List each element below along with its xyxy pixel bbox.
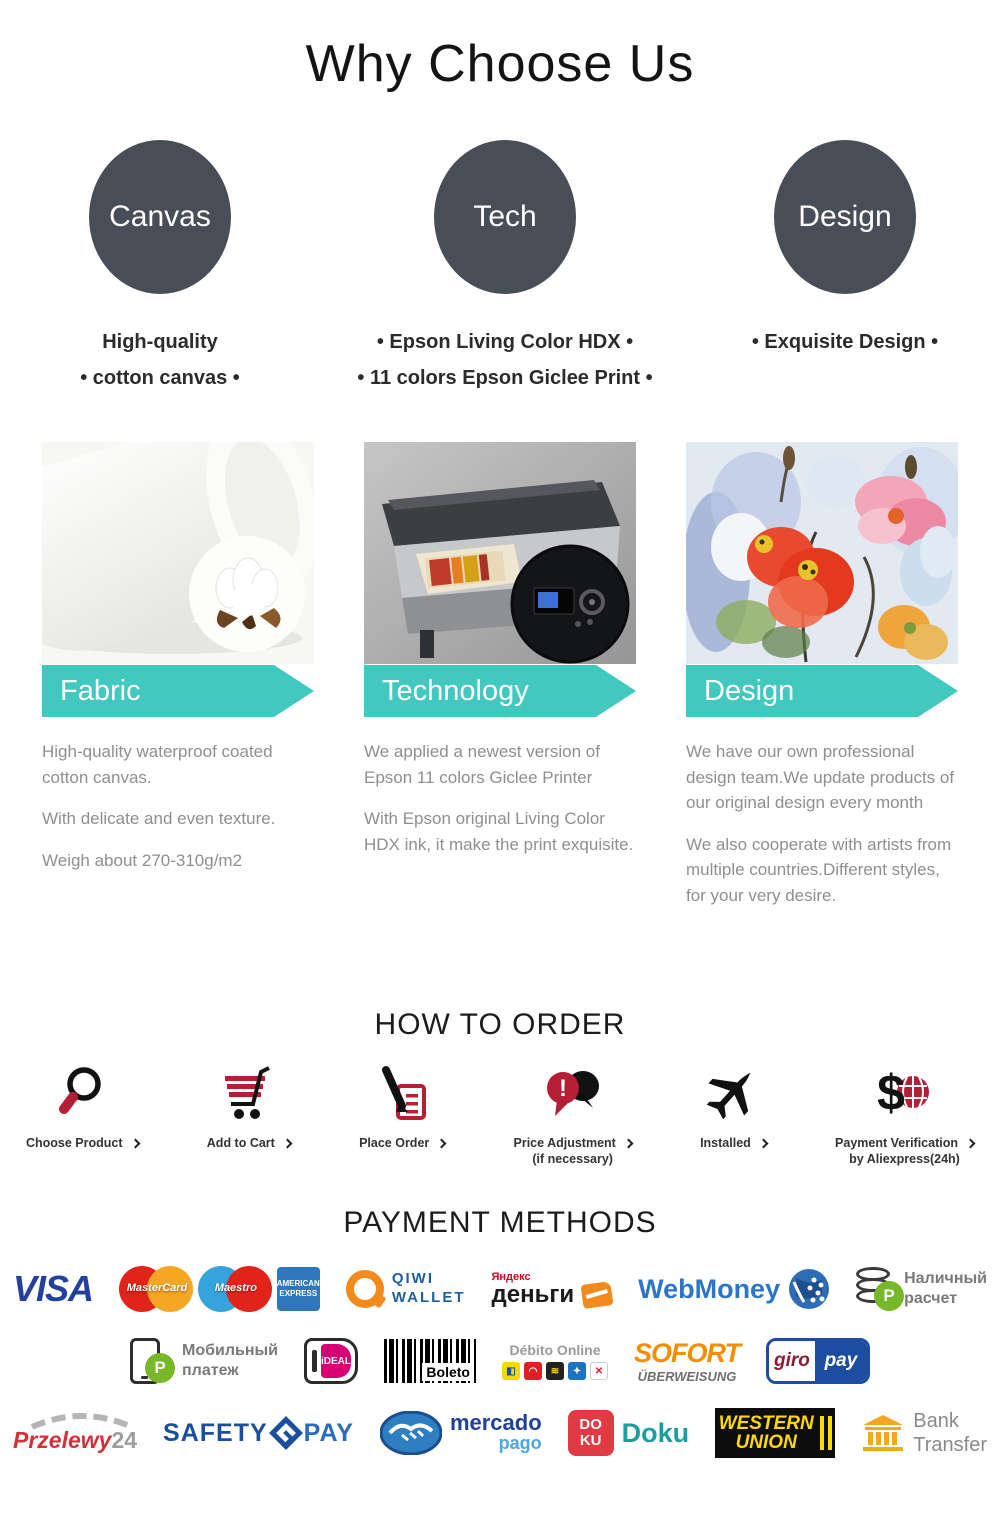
przelewy-arc-icon [27,1413,137,1429]
debito-online-logo: Débito Online ◧ ◠ ≋ ✦ ✕ [502,1342,608,1380]
safetypay-diamond-icon [269,1416,303,1450]
technology-paragraphs [364,739,636,857]
payment-row-2 [0,1338,1000,1384]
technology-p2: With Epson original Living Color HDX ink, it make the print exquisite. [364,809,634,854]
design-p1: We have our own professional design team.We update products of our original design every month [686,742,955,812]
safetypay-logo: SAFETY PAY [163,1419,354,1448]
qiwi-icon [346,1270,384,1308]
fabric-banner: Fabric [42,665,274,717]
step-add-to-cart [207,1052,291,1150]
tech-feature-text [320,324,690,396]
payment-row-1 [0,1264,1000,1314]
wallet-icon [581,1281,614,1309]
visa-logo: VISA [13,1268,94,1309]
fabric-image [42,442,314,664]
design-paragraphs [686,739,958,908]
american-express-logo: AMERICAN EXPRESS [277,1267,320,1311]
western-union-bars [820,1416,832,1450]
step-label: Place Order [359,1136,430,1150]
sofort-logo: SOFORT ÜBERWEISUNG [633,1338,740,1384]
design-circle: Design [774,140,916,294]
bank-logo-icon: ◠ [524,1362,542,1380]
step-installed [700,1052,767,1150]
webmoney-globe-icon [788,1268,830,1310]
fabric-p1: High-quality waterproof coated cotton canvas. [42,742,273,787]
bank-logo-icon: ≋ [546,1362,564,1380]
cart-icon [217,1052,281,1136]
pillar-text-row [0,324,1000,396]
pillar-canvas [0,140,320,294]
svg-text:!: ! [558,1075,567,1102]
phone-icon: P [130,1338,160,1384]
tech-line-1: • Epson Living Color HDX • [376,331,634,353]
mastercard-logo: MasterCard [119,1264,172,1314]
yandex-money-logo: Яндекс деньги [491,1271,612,1307]
chevron-icon [130,1138,140,1148]
przelewy24-logo: Przelewy24 [13,1413,137,1454]
maestro-logo: Maestro [198,1264,251,1314]
svg-text:$: $ [876,1065,905,1121]
qiwi-wallet-logo: QIWI WALLET [346,1270,466,1308]
canvas-feature-text [0,324,320,396]
ideal-logo: iDEAL [304,1338,358,1384]
how-to-order-title: HOW TO ORDER [374,1008,626,1041]
painting-image [686,442,958,664]
pillar-tech [320,140,690,294]
step-price-adjustment [514,1052,632,1166]
western-union-logo: WESTERN UNION [715,1408,835,1458]
webmoney-logo: WebMoney [638,1268,830,1310]
cash-payment-logo: P Наличный расчет [856,1267,987,1311]
design-banner: Design [686,665,918,717]
order-steps-row [0,1052,1000,1166]
dollar-globe-icon [873,1052,937,1136]
chevron-icon [282,1138,292,1148]
design-line-1: • Exquisite Design • [751,331,939,353]
bank-logo-icon: ◧ [502,1362,520,1380]
chevron-icon [437,1138,447,1148]
technology-banner: Technology [364,665,596,717]
doku-logo: DO KU Doku [568,1410,690,1456]
step-label: Payment Verification [835,1136,958,1150]
design-feature-text [690,324,1000,396]
chevron-icon [966,1138,976,1148]
step-choose-product [26,1052,139,1150]
page-title: Why Choose Us [305,35,695,93]
chevron-icon [758,1138,768,1148]
bank-logo-icon: ✕ [590,1362,608,1380]
features-row [42,442,958,924]
step-payment-verification [835,1052,974,1166]
design-p2: We also cooperate with artists from multiple countries.Different styles, for your very desire. [686,834,952,905]
fabric-p3: Weigh about 270-310g/m2 [42,850,243,870]
technology-card [364,442,636,924]
payment-methods-title: PAYMENT METHODS [343,1206,657,1239]
canvas-line-1: High-quality [102,331,218,353]
fabric-card [42,442,314,924]
pillar-circles-row [0,140,1000,294]
printer-image [364,442,636,664]
giropay-logo: giro pay [766,1338,870,1384]
boleto-logo: Boleto [384,1339,476,1383]
magnifier-icon [54,1052,110,1136]
step-label: Price Adjustment [513,1136,616,1150]
handshake-icon [380,1411,442,1455]
tech-circle: Tech [434,140,576,294]
step-sublabel: (if necessary) [532,1152,613,1166]
doku-icon: DO KU [568,1410,614,1456]
canvas-circle: Canvas [89,140,231,294]
mobile-payment-logo: P Мобильный платеж [130,1338,278,1384]
payment-row-3 [0,1408,1000,1458]
chevron-icon [623,1138,633,1148]
pen-order-icon [372,1052,432,1136]
pillar-design [690,140,1000,294]
step-label: Installed [700,1136,751,1150]
mercado-pago-logo: mercado pago [380,1411,542,1455]
bank-building-icon [861,1413,905,1453]
step-sublabel: by Aliexpress(24h) [849,1152,960,1166]
coins-icon: P [856,1267,896,1311]
bank-logo-icon: ✦ [568,1362,586,1380]
airplane-icon [701,1052,765,1136]
design-card [686,442,958,924]
step-place-order [359,1052,445,1150]
chat-alert-icon [541,1052,605,1136]
step-label: Choose Product [26,1136,123,1150]
canvas-line-2: • cotton canvas • [80,367,240,389]
bank-transfer-logo: Bank Transfer [861,1409,987,1457]
fabric-paragraphs [42,739,314,873]
technology-p1: We applied a newest version of Epson 11 colors Giclee Printer [364,742,600,787]
step-label: Add to Cart [206,1136,275,1150]
tech-line-2: • 11 colors Epson Giclee Print • [357,367,653,389]
fabric-p2: With delicate and even texture. [42,809,276,828]
